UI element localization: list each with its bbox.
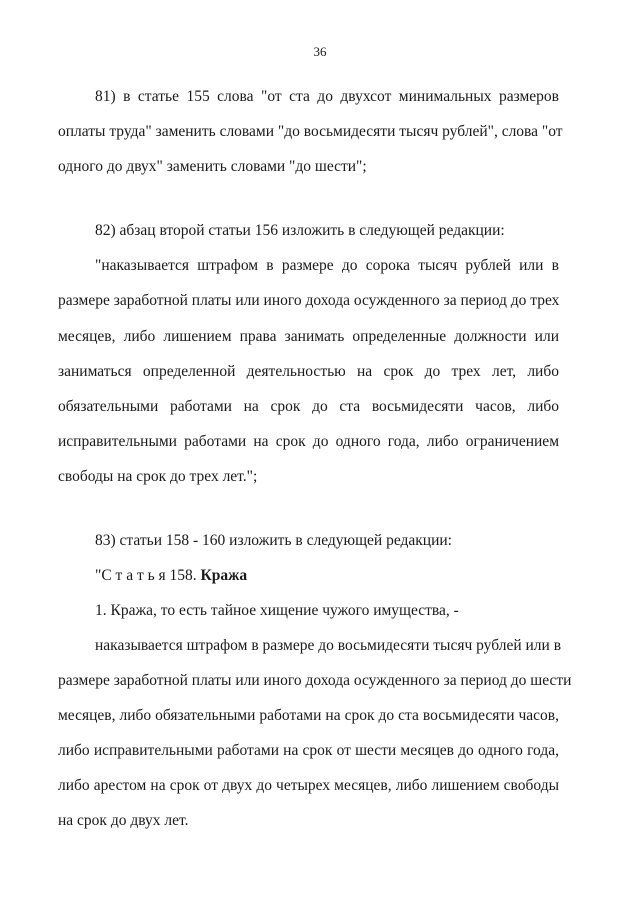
item-83-line-4: либо исправительными работами на срок от шести месяцев до одного года, [58, 742, 559, 759]
item-82-intro: 82) абзац второй статьи 156 изложить в следующей редакции: [95, 222, 505, 239]
article-158-point-1: 1. Кража, то есть тайное хищение чужого имущества, - [95, 602, 459, 619]
item-83-line-6: на срок до двух лет. [58, 812, 189, 829]
item-82-line-7: свободы на срок до трех лет."; [58, 468, 258, 485]
item-82-line-6: исправительными работами на срок до одного года, либо ограничением [58, 433, 559, 450]
item-83-line-2: размере заработной платы или иного дохода осужденного за период до шести [58, 672, 572, 689]
item-83-line-5: либо арестом на срок от двух до четырех месяцев, либо лишением свободы [58, 777, 559, 794]
item-82-line-4: заниматься определенной деятельностью на срок до трех лет, либо [58, 363, 559, 380]
item-81-line-1: 81) в статье 155 слова "от ста до двухсот минимальных размеров [95, 88, 559, 105]
item-83-line-3: месяцев, либо обязательными работами на срок до ста восьмидесяти часов, [58, 707, 559, 724]
item-81-line-2: оплаты труда" заменить словами "до восьмидесяти тысяч рублей", слова "от [58, 123, 563, 140]
page-number: 36 [313, 44, 327, 59]
article-158-prefix: "С т а т ь я 158. [95, 567, 201, 584]
item-81-line-3: одного до двух" заменить словами "до шести"; [58, 158, 367, 175]
item-82-line-1: "наказывается штрафом в размере до сорока тысяч рублей или в [95, 257, 559, 274]
item-83-line-1: наказывается штрафом в размере до восьмидесяти тысяч рублей или в [95, 637, 562, 654]
item-83-intro: 83) статьи 158 - 160 изложить в следующей редакции: [95, 532, 452, 549]
article-158-title: Кража [200, 567, 248, 584]
item-82-line-3: месяцев, либо лишением права занимать определенные должности или [58, 328, 559, 345]
article-158-heading [95, 566, 559, 586]
item-82-line-5: обязательными работами на срок до ста восьмидесяти часов, либо [58, 398, 559, 415]
item-82-line-2: размере заработной платы или иного дохода осужденного за период до трех [58, 292, 560, 309]
